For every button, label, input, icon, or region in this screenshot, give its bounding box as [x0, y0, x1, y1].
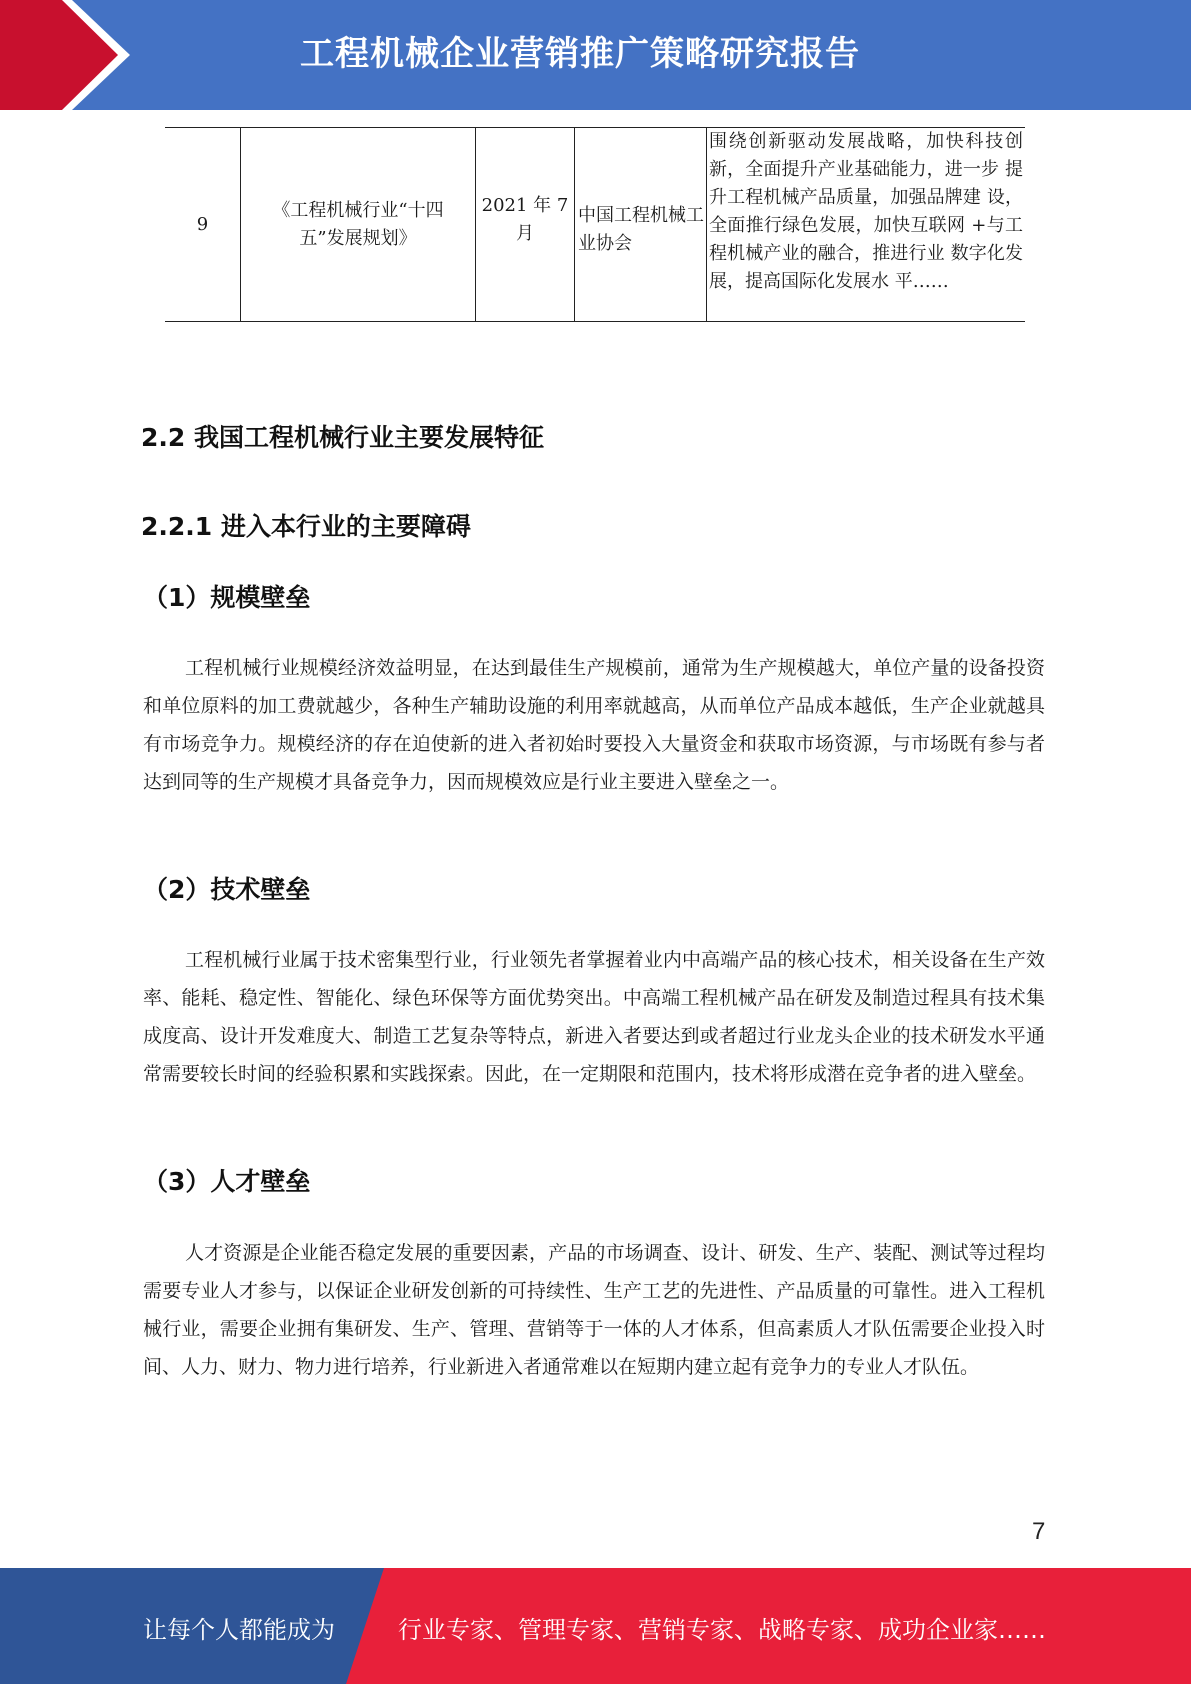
- report-title: 工程机械企业营销推广策略研究报告: [300, 34, 860, 74]
- policy-table: [165, 127, 1025, 322]
- page-header: [0, 0, 1191, 110]
- barrier-heading-scale: （1）规模壁垒: [143, 583, 311, 612]
- page-footer: [0, 1568, 1191, 1684]
- policy-name: 《工程机械行业“十四五”发展规划》: [241, 128, 476, 322]
- subsection-heading: 2.2.1 进入本行业的主要障碍: [141, 512, 471, 541]
- barrier-body-technology: 工程机械行业属于技术密集型行业，行业领先者掌握着业内中高端产品的核心技术，相关设备在生产效率、能耗、稳定性、智能化、绿色环保等方面优势突出。中高端工程机械产品在研发及制造过程具有技术集成度高、设计开发难度大、制造工艺复杂等特点，新进入者要达到或者超过行业龙头企业的技术研发水平通常需要较长时间的经验积累和实践探索。因此，在一定期限和范围内，技术将形成潜在竞争者的进入壁垒。: [143, 949, 1045, 1085]
- barrier-body-scale: 工程机械行业规模经济效益明显，在达到最佳生产规模前，通常为生产规模越大，单位产量的设备投资和单位原料的加工费就越少，各种生产辅助设施的利用率就越高，从而单位产品成本越低，生产企业就越具有市场竞争力。规模经济的存在迫使新的进入者初始时要投入大量资金和获取市场资源，与市场既有参与者达到同等的生产规模才具备竞争力，因而规模效应是行业主要进入壁垒之一。: [143, 657, 1045, 793]
- footer-slogan-right: 行业专家、管理专家、营销专家、战略专家、成功企业家……: [398, 1616, 1046, 1644]
- barrier-heading-technology: （2）技术壁垒: [143, 875, 311, 904]
- header-chevron-decoration: [0, 0, 160, 110]
- row-number: 9: [196, 213, 209, 235]
- publisher: 中国工程机械工业协会: [575, 128, 707, 322]
- page-number: 7: [1032, 1518, 1046, 1545]
- barrier-body-talent: 人才资源是企业能否稳定发展的重要因素，产品的市场调查、设计、研发、生产、装配、测试等过程均需要专业人才参与，以保证企业研发创新的可持续性、生产工艺的先进性、产品质量的可靠性。进入工程机械行业，需要企业拥有集研发、生产、管理、营销等于一体的人才体系，但高素质人才队伍需要企业投入时间、人力、财力、物力进行培养，行业新进入者通常难以在短期内建立起有竞争力的专业人才队伍。: [143, 1242, 1045, 1378]
- barrier-heading-talent: （3）人才壁垒: [143, 1167, 311, 1196]
- policy-content: 围绕创新驱动发展战略，加快科技创 新，全面提升产业基础能力，进一步 提升工程机械产品质量，加强品牌建 设，全面推行绿色发展，加快互联网 +与工程机械产业的融合，推进行业 数字化发展，提高国际化发展水 平……: [707, 128, 1026, 322]
- issue-date: 2021 年 7 月: [476, 128, 575, 322]
- footer-slogan-left: 让每个人都能成为: [143, 1616, 335, 1644]
- section-heading: 2.2 我国工程机械行业主要发展特征: [141, 423, 544, 452]
- table-row: [165, 128, 1025, 322]
